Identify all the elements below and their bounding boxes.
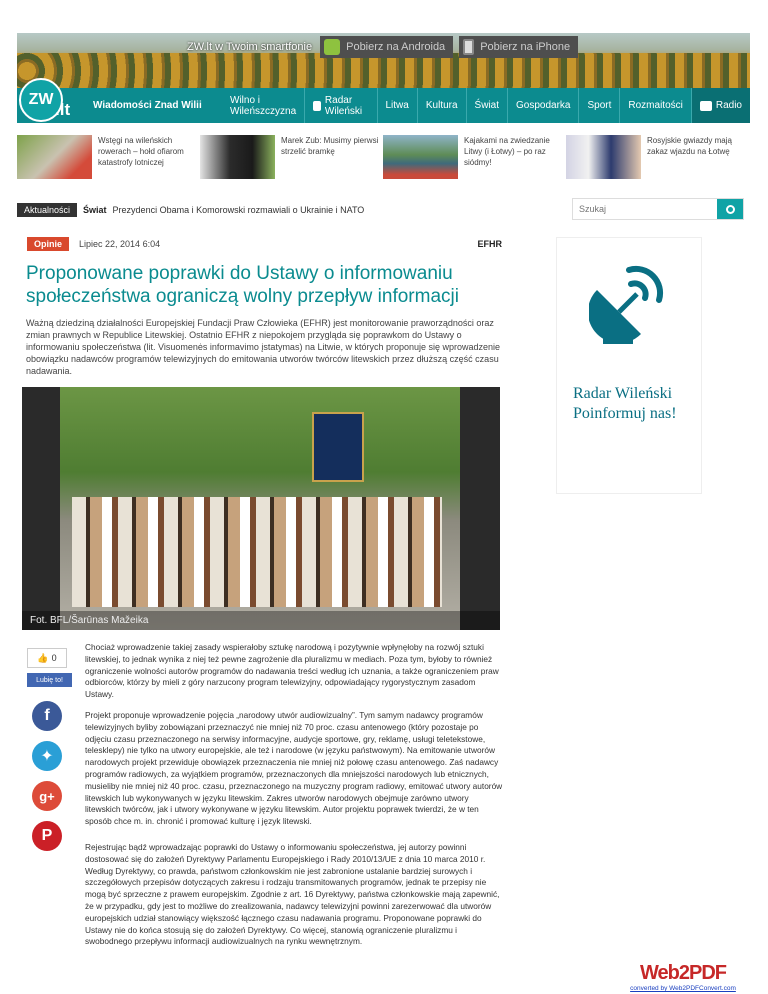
nav-label: Radio	[715, 100, 742, 111]
ticker-tag: Aktualności	[17, 203, 77, 217]
iphone-icon	[463, 39, 474, 55]
headline-item[interactable]	[17, 135, 200, 185]
headline-text[interactable]: Kajakami na zwiedzanie Litwy (i Łotwy) – po raz siódmy!	[464, 136, 550, 167]
nav-item-rozmaitosci[interactable]	[619, 88, 690, 123]
nav-label: Świat	[474, 100, 499, 111]
share-column	[27, 648, 72, 851]
nav-item-wilno[interactable]	[222, 88, 304, 123]
nav-menu	[222, 88, 750, 123]
photo-banner-flag	[312, 412, 364, 482]
android-icon	[324, 39, 340, 55]
promo-text: ZW.lt w Twoim smartfonie	[187, 41, 313, 53]
web2pdf-logo: Web2PDF	[640, 962, 726, 984]
facebook-like-button[interactable]: Lubię to!	[27, 673, 72, 687]
article-photo	[22, 387, 500, 630]
nav-label: Radar Wileński	[324, 94, 363, 117]
nav-label: Wilno i Wileńszczyzna	[230, 94, 297, 117]
twitter-share-icon[interactable]: ✦	[32, 741, 62, 771]
radar-wilenski-ad[interactable]	[556, 237, 702, 494]
search-icon	[726, 205, 735, 214]
promo-bar	[187, 36, 578, 58]
nav-item-kultura[interactable]	[417, 88, 466, 123]
article-paragraph: Rejestrując bądź wprowadzając poprawki do Ustawy o informowaniu społeczeństwa, jej autorzy powinni dostosować się do założeń Dyrektywy Parlamentu Europejskiego i Rady 2010/13/UE z dnia 10 marca 2010 r. Według Dyrektywy, co prawda, państwom członkowskim nie jest zabronione ustalanie bardziej surowych i szczegółowych przepisów dotyczących zakresu i rodzaju transmitowanych programów, jednak te przepisy nie mogą być sprzeczne z prawem europejskim. Zgodnie z art. 16 Dyrektywy, państwa członkowskie mają zapewnić, że w przypadku, gdy jest to możliwe do zrealizowania, nadawcy telewizyjni powinni zarezerwować dla utworów europejskich udział stanowiący większość łącznego czasu nadawania programu. Proponowane poprawki do Ustawy nie do końca stosują się do założeń Dyrektywy. Co więcej, stanowią ograniczenie pluralizmu i swobodnego przepływu informacji audiowizualnych na rynku wewnętrznym.	[85, 842, 500, 947]
search-button[interactable]	[717, 199, 743, 219]
photo-caption: Fot. BFL/Šarūnas Mažeika	[22, 611, 500, 630]
headline-item[interactable]	[383, 135, 566, 185]
site-logo[interactable]	[17, 78, 81, 126]
web2pdf-watermark[interactable]	[623, 962, 743, 992]
category-badge[interactable]: Opinie	[27, 237, 69, 251]
news-ticker	[17, 202, 567, 218]
headline-thumbnail[interactable]	[566, 135, 641, 179]
nav-item-litwa[interactable]	[377, 88, 417, 123]
nav-label: Sport	[587, 100, 612, 111]
nav-item-gospodarka[interactable]	[507, 88, 578, 123]
nav-item-swiat[interactable]	[466, 88, 507, 123]
headline-text[interactable]: Wstęgi na wileńskich rowerach – hołd ofiarom katastrofy lotniczej	[98, 136, 184, 167]
nav-label: Rozmaitości	[628, 100, 683, 111]
android-download-label: Pobierz na Androida	[346, 41, 446, 53]
headline-thumbnail[interactable]	[383, 135, 458, 179]
thumbs-up-icon: 👍	[37, 652, 49, 663]
app-promo-banner	[17, 33, 750, 88]
android-download-button[interactable]	[320, 36, 453, 58]
headline-text[interactable]: Rosyjskie gwiazdy mają zakaz wjazdu na Łotwę	[647, 136, 732, 156]
headlines-strip	[17, 135, 750, 185]
banner-background-image	[17, 53, 750, 88]
ad-title: Radar Wileński	[573, 385, 673, 402]
article-paragraph: Chociaż wprowadzenie takiej zasady wspierałoby sztukę narodową i pozytywnie wpłynęłoby na rozwój sztuki litewskiej, to jednak wynika z niej też pewne zagrożenie dla pluralizmu w mediach. Poza tym, byłoby to również ograniczenie wolności autorów programów do nadawania treści według ich uznania, a także ograniczeniem praw odbiorców, którzy by mieli z góry narzucony program telewizyjny, odpowiadający rygorystycznym zasadom Ustawy.	[85, 642, 499, 700]
logo-circle: ZW	[19, 78, 63, 122]
satellite-dish-icon	[589, 260, 673, 350]
site-name[interactable]: Wiadomości Znad Wilii	[93, 100, 202, 111]
photo-crowd	[72, 497, 442, 607]
like-counter	[27, 648, 67, 668]
article-author[interactable]: EFHR	[477, 239, 502, 249]
headline-item[interactable]	[566, 135, 749, 185]
article-date: Lipiec 22, 2014 6:04	[79, 239, 161, 249]
article-title: Proponowane poprawki do Ustawy o informowaniu społeczeństwa ograniczą wolny przepływ informacji	[26, 263, 459, 307]
satellite-icon	[313, 101, 321, 111]
article-paragraph: Projekt proponuje wprowadzenie pojęcia „narodowy utwór audiowizualny”. Tym samym nadawcy programów telewizyjnych byliby zobowiązani przeznaczyć nie mniej niż 70 proc. czasu antenowego (który pozostaje po odjęciu czasu przeznaczonego na serwisy informacyjne, audycje sportowe, gry, reklamę, usługi teletekstowe, telesklepy) nie tylko na utwory europejskie, ale też i narodowe (w języku państwowym). Na emitowanie utworów narodowych projekt przewiduje obowiązek przeznaczenia nie mniej niż połowę czasu antenowego. Zaś nadawcy programów radiowych, za wyjątkiem programów, przeznaczonych dla mniejszości narodowych lub etnicznych, musieliby nie mniej niż 40 proc. czasu, przeznaczonego na muzyczny program radiowy, emitować utwory autorów litewskich lub wykonywanych w języku litewskim. Zakres utworów narodowych obejmuje zarówno utwory litewskich twórców, jak i utwory wykonywane w języku litewskim. Autor projektu poprawek twierdzi, że w ten sposób chce m. in. chronić i promować kulturę i język litewski.	[85, 710, 503, 827]
search-box	[572, 198, 744, 220]
ticker-category[interactable]: Świat	[83, 205, 107, 215]
nav-item-radar[interactable]	[304, 88, 376, 123]
iphone-download-label: Pobierz na iPhone	[480, 41, 571, 53]
ticker-headline[interactable]: Prezydenci Obama i Komorowski rozmawiali o Ukrainie i NATO	[112, 205, 365, 215]
web2pdf-link[interactable]: converted by Web2PDFConvert.com	[630, 985, 736, 992]
google-plus-share-icon[interactable]: g+	[32, 781, 62, 811]
nav-label: Litwa	[385, 100, 409, 111]
nav-label: Gospodarka	[516, 100, 571, 111]
headline-thumbnail[interactable]	[200, 135, 275, 179]
main-navigation	[17, 88, 750, 123]
like-count: 0	[51, 653, 57, 663]
facebook-share-icon[interactable]: f	[32, 701, 62, 731]
iphone-download-button[interactable]	[459, 36, 578, 58]
pinterest-share-icon[interactable]: P	[32, 821, 62, 851]
article-lead: Ważną dziedziną działalności Europejskiej Fundacji Praw Człowieka (EFHR) jest monitorowanie praworządności oraz zmian prawnych w Republice Litewskiej. Ostatnio EFHR z niepokojem przygląda się poprawkom do Ustawy o informowaniu społeczeństwa (lit. Visuomenės informavimo įstatymas) na Litwie, w których proponuje się wprowadzenie obowiązku nadawców programów telewizyjnych do emitowania utworów twórców litewskich przez dłuższą część czasu nadawania.	[26, 318, 501, 376]
headline-item[interactable]	[200, 135, 383, 185]
radio-icon	[700, 101, 712, 111]
headline-text[interactable]: Marek Zub: Musimy pierwsi strzelić bramkę	[281, 136, 379, 156]
nav-item-sport[interactable]	[578, 88, 619, 123]
article-meta	[27, 237, 502, 251]
nav-item-radio[interactable]	[691, 88, 750, 123]
nav-label: Kultura	[425, 100, 458, 111]
ad-tagline: Poinformuj nas!	[573, 405, 677, 422]
search-input[interactable]	[573, 199, 717, 219]
logo-suffix: .lt	[55, 100, 71, 119]
headline-thumbnail[interactable]	[17, 135, 92, 179]
